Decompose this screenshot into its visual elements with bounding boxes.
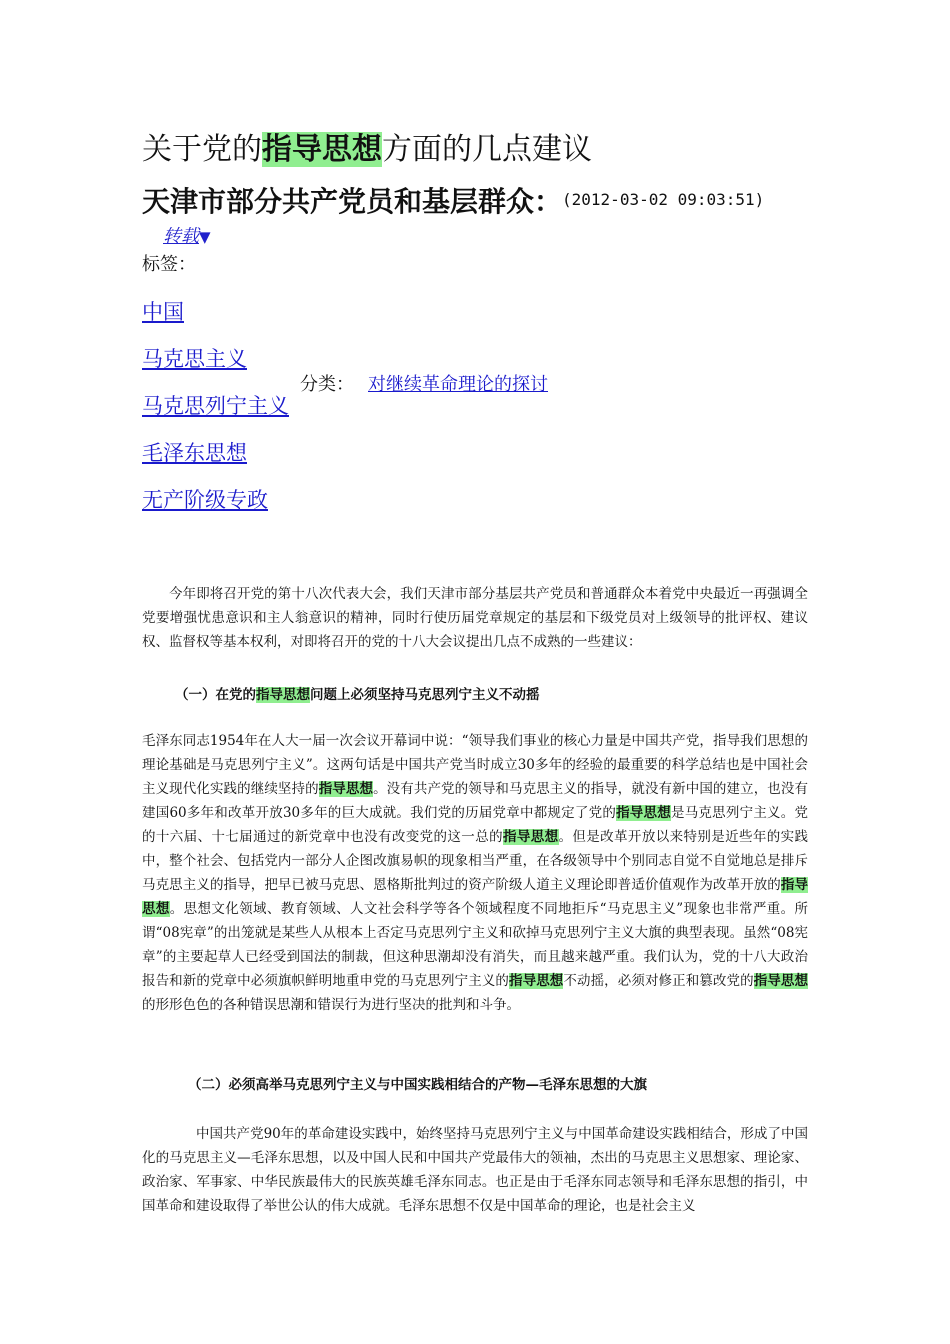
repost-label: 转载	[163, 226, 199, 247]
highlight-term: 指导思想	[616, 805, 671, 821]
section-heading-1	[175, 683, 540, 703]
highlight-term: 指导思想	[502, 829, 559, 845]
highlight-term: 指导思想	[753, 973, 808, 989]
body-text: 。但是改革开放以来特别是近些年的实践中，整个社会、包括党内一部分人企图改旗易帜的现象相当严重，在各级领导中个别同志自觉不自觉地总是排斥马克思主义的指导，把早已被马克思、恩格斯批判过的资产阶级人道主义理论即普适价值观作为改革开放的	[142, 829, 809, 893]
tags-label: 标签：	[142, 254, 196, 275]
post-date: (2012-03-02 09:03:51)	[562, 190, 765, 209]
body-text: 的形形色色的各种错误思潮和错误行为进行坚决的批判和斗争。	[142, 997, 520, 1013]
highlight-term: 指导思想	[142, 877, 808, 917]
category	[300, 370, 548, 396]
body-text: 是马克思列宁主义。党的十六届、十七届通过的新党章中也没有改变党的这一总的	[142, 805, 809, 845]
heading-text: 问题上必须坚持马克思列宁主义不动摇	[310, 687, 540, 703]
tag-link[interactable]: 马克思列宁主义	[142, 394, 289, 418]
section-heading-2: （二）必须高举马克思列宁主义与中国实践相结合的产物—毛泽东思想的大旗	[188, 1077, 647, 1093]
section-1-paragraph	[142, 729, 808, 1017]
section-2-paragraph: 中国共产党90年的革命建设实践中，始终坚持马克思列宁主义与中国革命建设实践相结合，形成了中国化的马克思主义—毛泽东思想，以及中国人民和中国共产党最伟大的领袖，杰出的马克思主义思想家、理论家、政治家、军事家、中华民族最伟大的民族英雄毛泽东同志。也正是由于毛泽东同志领导和毛泽东思想的指引，中国革命和建设取得了举世公认的伟大成就。毛泽东思想不仅是中国革命的理论，也是社会主义	[142, 1126, 808, 1214]
title-text: 关于党的	[142, 132, 262, 167]
highlight-term: 指导思想	[509, 973, 564, 989]
body-text: 不动摇，必须对修正和篡改党的	[563, 973, 754, 989]
heading-text: （一）在党的	[175, 687, 256, 703]
tag-link[interactable]: 马克思主义	[142, 347, 247, 371]
tag-link[interactable]: 中国	[142, 300, 184, 324]
body-text: 。没有共产党的领导和马克思主义的指导，就没有新中国的建立，也没有建国60多年和改革开放30多年的巨大成就。我们党的历届党章中都规定了党的	[142, 781, 808, 821]
category-link[interactable]: 对继续革命理论的探讨	[368, 374, 548, 395]
tag-link[interactable]: 无产阶级专政	[142, 488, 268, 512]
intro-paragraph: 今年即将召开党的第十八次代表大会，我们天津市部分基层共产党员和普通群众本着党中央最近一再强调全党要增强忧患意识和主人翁意识的精神，同时行使历届党章规定的基层和下级党员对上级领导的批评权、建议权、监督权等基本权利，对即将召开的党的十八大会议提出几点不成熟的一些建议：	[142, 586, 808, 650]
category-label: 分类：	[300, 374, 354, 395]
title-text: 方面的几点建议	[382, 132, 592, 167]
repost-link[interactable]	[163, 222, 211, 248]
author-name: 天津市部分共产党员和基层群众：	[142, 185, 563, 218]
triangle-down-icon: ▼	[199, 228, 211, 246]
highlight-term: 指导思想	[318, 781, 374, 797]
author-line	[142, 180, 764, 222]
body-text: 毛泽东同志1954年在人大一届一次会议开幕词中说：“领导我们事业的核心力量是中国共产党，指导我们思想的理论基础是马克思列宁主义”。这两句话是中国共产党当时成立30多年的经验的最重要的科学总结也是中国社会主义现代化实践的继续坚持的	[142, 733, 808, 797]
body-text: 。思想文化领域、教育领域、人文社会科学等各个领域程度不同地拒斥“马克思主义”现象也非常严重。所谓“08宪章”的出笼就是某些人从根本上否定马克思列宁主义和砍掉马克思列宁主义大旗的典型表现。虽然“08宪章”的主要起草人已经受到国法的制裁，但这种思潮却没有消失，而且越来越严重。我们认为，党的十八大政治报告和新的党章中必须旗帜鲜明地重申党的马克思列宁主义的	[142, 901, 809, 989]
tag-link[interactable]: 毛泽东思想	[142, 441, 247, 465]
article-title	[142, 130, 592, 170]
highlight-term: 指导思想	[262, 132, 382, 167]
highlight-term: 指导思想	[256, 687, 310, 703]
